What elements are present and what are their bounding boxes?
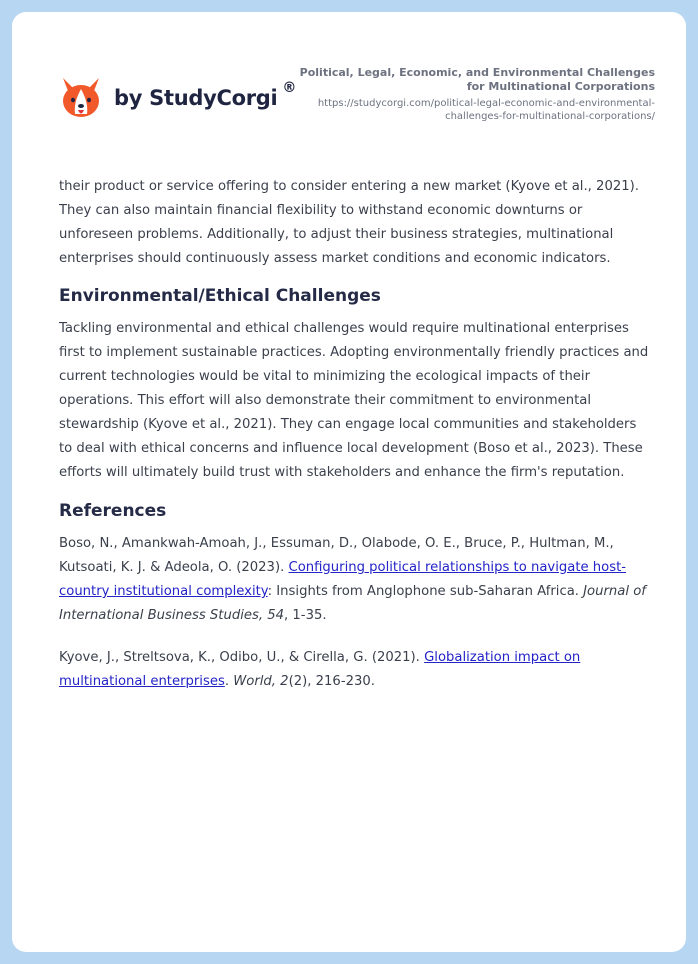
reference-subtitle: : Insights from Anglophone sub-Saharan Africa.	[267, 584, 584, 599]
reference-authors: Kyove, J., Streltsova, K., Odibo, U., & Cirella, G. (2021).	[59, 650, 425, 665]
registered-mark: ®	[282, 80, 297, 96]
reference-pages: , 1-35.	[284, 608, 327, 623]
reference-pages: (2), 216-230.	[288, 674, 375, 689]
reference-link[interactable]: Globalization impact on multinational enterprises	[59, 650, 581, 689]
heading-references: References	[59, 501, 167, 521]
reference-journal: Journal of International Business Studies, 54	[59, 584, 646, 623]
paragraph-intro: their product or service offering to consider entering a new market (Kyove et al., 2021). They can also maintain financial flexibility to withstand economic downturns or unforeseen problems. Additionally, to adjust their business strategies, multinational enterprises should continuously assess market conditions and economic indicators.	[59, 179, 639, 266]
document-page	[12, 12, 686, 952]
brand-name: by StudyCorgi	[114, 86, 278, 110]
document-title: Political, Legal, Economic, and Environmental Challenges for Multinational Corporations	[299, 66, 655, 93]
page-header	[12, 12, 686, 152]
reference-authors: Boso, N., Amankwah-Amoah, J., Essuman, D., Olabode, O. E., Bruce, P., Hultman, M., Kutsoati, K. J. & Adeola, O. (2023).	[59, 536, 614, 575]
reference-journal: World, 2	[233, 674, 289, 689]
studycorgi-logo[interactable]	[60, 76, 296, 120]
document-body	[59, 175, 653, 712]
reference-boso	[59, 532, 653, 628]
document-meta	[295, 66, 655, 123]
document-url: https://studycorgi.com/political-legal-economic-and-environmental-challenges-for-multinational-corporations/	[317, 98, 655, 122]
reference-kyove	[59, 646, 653, 694]
paragraph-environmental: Tackling environmental and ethical challenges would require multinational enterprises first to implement sustainable practices. Adopting environmentally friendly practices and current technologies would be vital to minimizing the ecological impacts of their operations. This effort will also demonstrate their commitment to environmental stewardship (Kyove et al., 2021). They can engage local communities and stakeholders to deal with ethical concerns and influence local development (Boso et al., 2023). These efforts will ultimately build trust with stakeholders and enhance the firm's reputation.	[59, 321, 649, 480]
heading-environmental-ethical: Environmental/Ethical Challenges	[59, 286, 381, 306]
reference-subtitle: .	[224, 674, 234, 689]
corgi-icon	[60, 76, 102, 120]
reference-link[interactable]: Configuring political relationships to navigate host-country institutional complexity	[59, 560, 627, 599]
